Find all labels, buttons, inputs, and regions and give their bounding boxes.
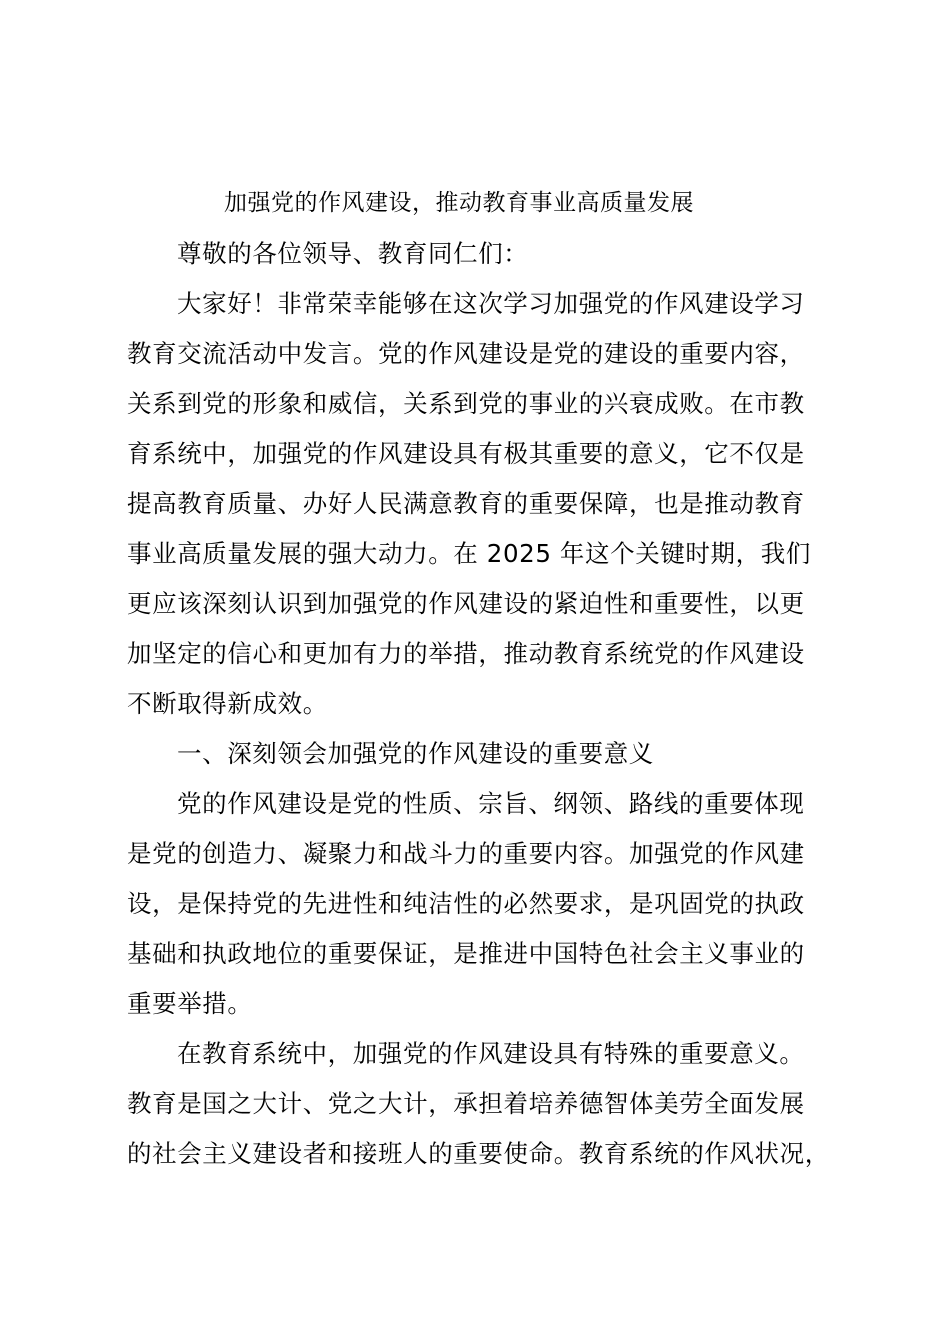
paragraph-line: 更应该深刻认识到加强党的作风建设的紧迫性和重要性，以更	[127, 589, 805, 618]
document-title: 加强党的作风建设，推动教育事业高质量发展	[224, 190, 694, 216]
paragraph-line: 育系统中，加强党的作风建设具有极其重要的意义，它不仅是	[127, 439, 805, 468]
paragraph-line: 在教育系统中，加强党的作风建设具有特殊的重要意义。	[177, 1039, 805, 1068]
paragraph-line: 设，是保持党的先进性和纯洁性的必然要求，是巩固党的执政	[127, 889, 805, 918]
paragraph-line: 关系到党的形象和威信，关系到党的事业的兴衰成败。在市教	[127, 389, 805, 418]
paragraph-line: 是党的创造力、凝聚力和战斗力的重要内容。加强党的作风建	[127, 839, 805, 868]
paragraph-line: 基础和执政地位的重要保证，是推进中国特色社会主义事业的	[127, 939, 805, 968]
paragraph-line: 不断取得新成效。	[127, 689, 328, 718]
salutation-line: 尊敬的各位领导、教育同仁们：	[177, 239, 529, 268]
paragraph-line: 大家好！非常荣幸能够在这次学习加强党的作风建设学习	[177, 289, 805, 318]
paragraph-line: 事业高质量发展的强大动力。在 2025 年这个关键时期，我们	[127, 539, 811, 568]
paragraph-line: 教育交流活动中发言。党的作风建设是党的建设的重要内容，	[127, 339, 805, 368]
section-heading: 一、深刻领会加强党的作风建设的重要意义	[177, 739, 654, 768]
paragraph-line: 教育是国之大计、党之大计，承担着培养德智体美劳全面发展	[127, 1089, 805, 1118]
paragraph-line: 加坚定的信心和更加有力的举措，推动教育系统党的作风建设	[127, 639, 805, 668]
paragraph-line: 重要举措。	[127, 989, 253, 1018]
paragraph-line: 党的作风建设是党的性质、宗旨、纲领、路线的重要体现	[177, 789, 805, 818]
paragraph-line: 的社会主义建设者和接班人的重要使命。教育系统的作风状况，	[127, 1139, 830, 1168]
paragraph-line: 提高教育质量、办好人民满意教育的重要保障，也是推动教育	[127, 489, 805, 518]
